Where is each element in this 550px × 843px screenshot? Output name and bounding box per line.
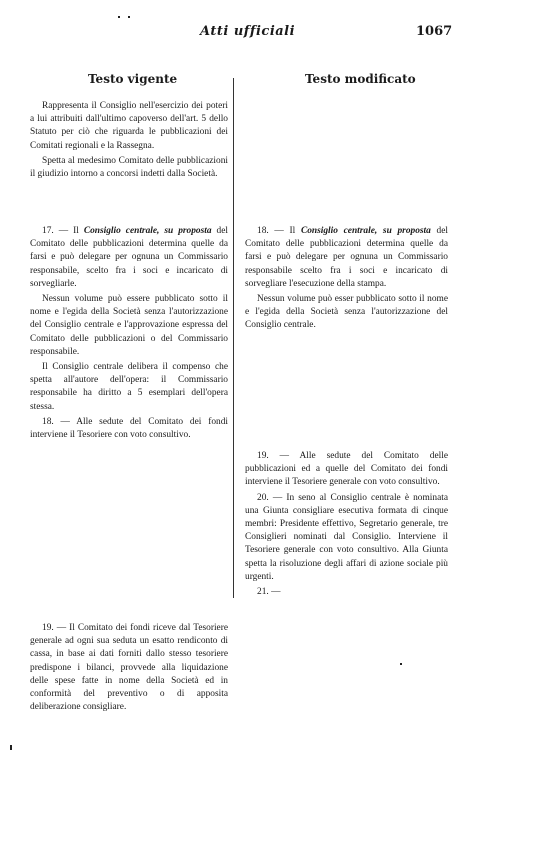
left-a17-heading: Consiglio centrale, su proposta — [83, 226, 212, 236]
right-a18-heading: Consiglio centrale, su proposta — [300, 226, 431, 236]
right-a18-body: del Comitato delle pubblicazioni determina quelle da farsi e può delegare per ognuna un Commissario responsabile scelto fra i soci e incaricato di sorvegliare l'esecuzione della stampa. — [245, 226, 448, 289]
left-p2-text: Spetta al medesimo Comitato delle pubblicazioni il giudizio intorno a concorsi indetti dalla Società. — [30, 155, 228, 180]
right-a18-text — [245, 225, 448, 291]
right-p2-text: Nessun volume può esser pubblicato sotto il nome e l'egida della Società senza l'autorizzazione del Consiglio centrale. — [245, 294, 448, 331]
header-title: Atti ufficiali — [200, 24, 296, 39]
right-a18-number: 18. — Il — [257, 226, 296, 236]
running-header — [0, 24, 550, 44]
scan-speck — [10, 745, 12, 750]
left-p5-text: Il Consiglio centrale delibera il compenso che spetta all'autore dell'opera: il Commissario responsabile ha diritto a 5 esemplari dell'opera stessa. — [30, 362, 228, 412]
left-article-19 — [30, 622, 228, 714]
right-article-19-20 — [245, 450, 448, 599]
right-column-title: Testo modificato — [305, 72, 416, 86]
right-a21-text: 21. — — [257, 587, 281, 598]
scan-speck — [400, 663, 402, 665]
left-p4-text: Nessun volume può essere pubblicato sotto il nome e l'egida della Società senza l'autorizzazione del Consiglio centrale e l'approvazione espressa del Comitato delle pubblicazioni o del Commissario responsabile. — [30, 294, 228, 357]
left-paragraph-1 — [30, 100, 228, 181]
left-a17-body: del Comitato delle pubblicazioni determina quelle da farsi e può delegare per ognuna un Commissario responsabile, scelto fra i soci e incaricato di sorvegliarle. — [30, 226, 229, 289]
left-a17-text — [30, 225, 228, 291]
column-divider — [233, 78, 234, 598]
right-a19-text: 19. — Alle sedute del Comitato delle pubblicazioni ed a quelle del Comitato dei fondi interviene il Tesoriere generale con voto consultivo. — [245, 451, 448, 488]
left-a17-number: 17. — Il — [42, 226, 79, 236]
page-number: 1067 — [416, 24, 453, 39]
scan-speck — [128, 16, 130, 18]
left-column-title: Testo vigente — [88, 72, 178, 86]
right-article-18 — [245, 225, 448, 333]
left-a18-text: 18. — Alle sedute del Comitato dei fondi interviene il Tesoriere con voto consultivo. — [30, 416, 228, 441]
left-a19-text: 19. — Il Comitato dei fondi riceve dal Tesoriere generale ad ogni sua seduta un esatto rendiconto di cassa, in base ai dati forniti dallo stesso tesoriere predispone i bilanci, provvede alla liquidazione delle spese fatte in nome della Società ed in conformità del preventivo o di apposita deliberazione consigliare. — [30, 623, 228, 713]
scan-speck — [118, 16, 120, 18]
left-article-17 — [30, 225, 228, 442]
right-a20-text: 20. — In seno al Consiglio centrale è nominata una Giunta consigliare esecutiva formata di cinque membri: Presidente effettivo, Segretario generale, tre Consiglieri nominati dal Consiglio. Interviene il Tesoriere generale con voto consultivo. Alla Giunta spetta la risoluzione degli affari di azione sociale più urgenti. — [245, 492, 448, 582]
left-p1-text: Rappresenta il Consiglio nell'esercizio dei poteri a lui attribuiti dall'ultimo capoverso dell'art. 5 dello Statuto per ciò che riguarda le pubblicazioni dei Comitati regionali e la Rassegna. — [30, 101, 228, 151]
